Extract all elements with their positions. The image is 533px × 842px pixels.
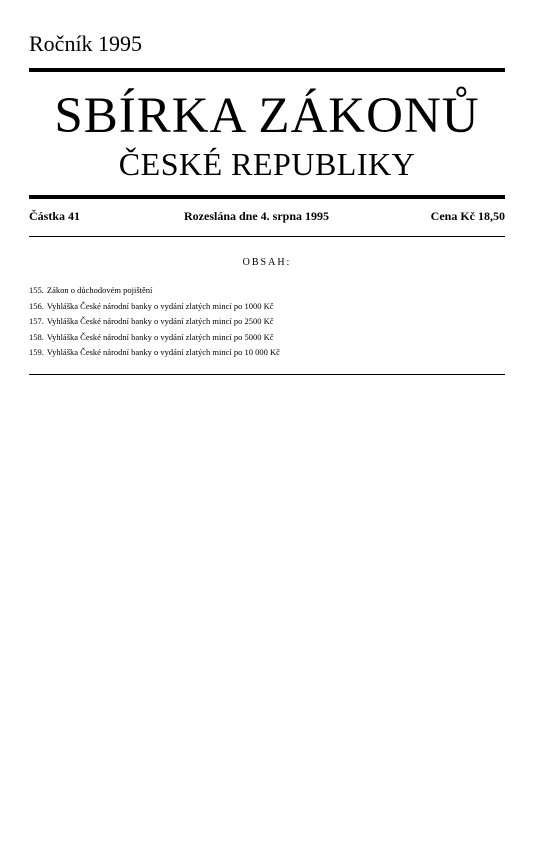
- volume-year: Ročník 1995: [29, 31, 143, 56]
- contents-item-number: 158.: [29, 331, 44, 342]
- contents-item: [29, 283, 505, 299]
- header-bottom-divider: [29, 195, 505, 199]
- contents-heading: OBSAH:: [242, 257, 292, 268]
- collection-subtitle: ČESKÉ REPUBLIKY: [118, 146, 416, 182]
- meta-divider: [29, 236, 505, 237]
- contents-list: [29, 283, 505, 361]
- issue-distribution-date: Rozeslána dne 4. srpna 1995: [184, 209, 330, 223]
- contents-item: [29, 345, 505, 361]
- issue-part: Částka 41: [29, 209, 81, 223]
- contents-item-number: 155.: [29, 285, 44, 295]
- contents-item-number: 156.: [29, 300, 44, 311]
- contents-item: [29, 314, 505, 330]
- issue-price: Cena Kč 18,50: [430, 209, 505, 223]
- contents-item-title: Vyhláška České národní banky o vydání zlatých mincí po 1000 Kč: [46, 300, 274, 311]
- contents-item-number: 157.: [29, 316, 44, 326]
- contents-item-number: 159.: [29, 347, 44, 357]
- collection-title: SBÍRKA ZÁKONŮ: [54, 88, 480, 144]
- contents-item: [29, 330, 505, 346]
- contents-bottom-divider: [29, 374, 505, 375]
- contents-item-title: Zákon o důchodovém pojištění: [46, 285, 153, 295]
- contents-item-title: Vyhláška České národní banky o vydání zlatých mincí po 10 000 Kč: [46, 347, 280, 357]
- contents-item-title: Vyhláška České národní banky o vydání zlatých mincí po 2500 Kč: [46, 316, 274, 326]
- contents-item: [29, 299, 505, 315]
- top-divider: [29, 68, 505, 72]
- contents-item-title: Vyhláška České národní banky o vydání zlatých mincí po 5000 Kč: [46, 331, 274, 342]
